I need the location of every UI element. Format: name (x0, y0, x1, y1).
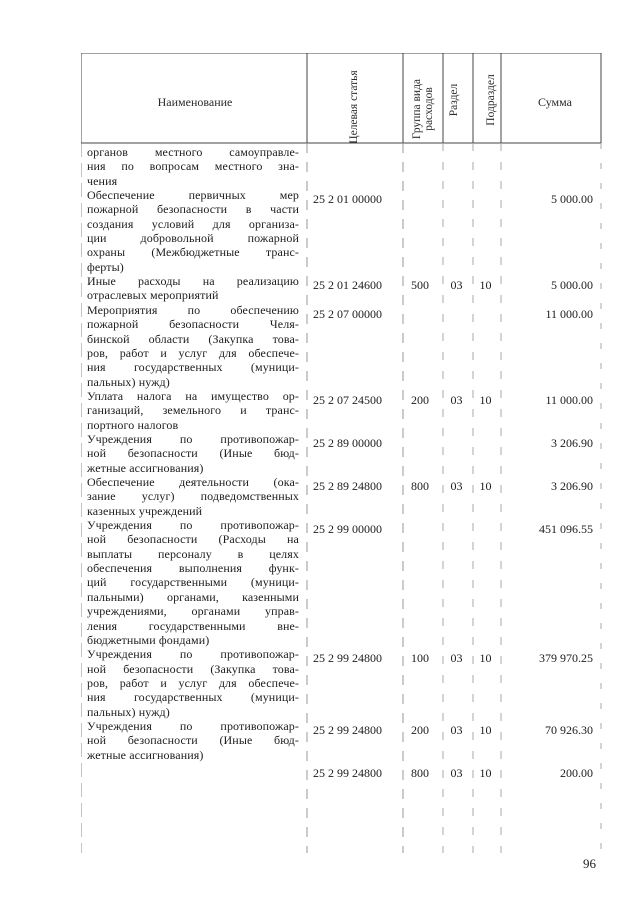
row-name (87, 647, 299, 719)
row-code: 25 2 01 00000 (313, 191, 382, 206)
row-name-line: Учреждения по противопожар- (87, 432, 299, 446)
row-sum: 5 000.00 (551, 277, 593, 292)
row-name-line: жетные ассигнования) (87, 460, 204, 475)
row-name (87, 719, 299, 762)
row-name (87, 188, 299, 274)
row-name-line: создания условий для организа- (87, 216, 299, 231)
row-subsection: 10 (479, 277, 492, 292)
row-name-line: отраслевых мероприятий (87, 288, 219, 303)
row-name (87, 274, 299, 303)
row-group: 500 (411, 277, 429, 292)
row-sum: 3 206.90 (551, 435, 593, 450)
row-name-line: пальных) нужд) (87, 374, 170, 389)
row-name-line: ной безопасности (Расходы на (87, 532, 299, 547)
row-name-line: пальных) нужд) (87, 704, 170, 719)
row-group: 800 (411, 478, 429, 493)
header-name: Наименование (157, 95, 233, 109)
row-name-line: ров, работ и услуг для обеспече- (87, 675, 299, 690)
row-name-line: чения (87, 173, 118, 188)
row-sum: 379 970.25 (539, 650, 593, 665)
row-subsection: 10 (479, 650, 492, 665)
row-name-line: органов местного самоуправле- (87, 145, 299, 159)
row-sum: 200.00 (560, 765, 593, 780)
row-code: 25 2 01 24600 (313, 277, 382, 292)
row-code: 25 2 99 24800 (313, 722, 382, 737)
row-name-line: ной безопасности (Иные бюд- (87, 733, 299, 748)
row-name-line: Учреждения по противопожар- (87, 719, 299, 733)
row-name-line: Обеспечение деятельности (ока- (87, 475, 299, 490)
row-name-line: портного налогов (87, 417, 179, 432)
row-sum: 5 000.00 (551, 191, 593, 206)
row-name-line: ния государственных (муници- (87, 360, 299, 375)
row-section: 03 (450, 650, 463, 665)
row-sum: 70 926.30 (545, 722, 593, 737)
row-name-line: Иные расходы на реализацию (87, 274, 299, 289)
row-name-line: ной безопасности (Иные бюд- (87, 446, 299, 461)
row-name-line: бюджетными фондами) (87, 632, 210, 647)
row-subsection: 10 (479, 478, 492, 493)
row-code: 25 2 89 24800 (313, 478, 382, 493)
row-name-line: Учреждения по противопожар- (87, 647, 299, 662)
header-sum: Сумма (538, 95, 572, 109)
row-code: 25 2 07 00000 (313, 306, 382, 321)
row-name-line: выплаты персоналу в целях (87, 546, 299, 561)
row-name-line: жетные ассигнования) (87, 747, 204, 762)
row-sum: 3 206.90 (551, 478, 593, 493)
row-name-line: казенных учреждений (87, 503, 203, 518)
row-name (87, 475, 299, 518)
row-name (87, 518, 299, 647)
page-number: 96 (583, 856, 596, 871)
row-name-line: Учреждения по противопожар- (87, 518, 299, 533)
row-name-line: ния государственных (муници- (87, 690, 299, 705)
row-name-line: ций государственными (муници- (87, 575, 299, 590)
row-name-line: ганизаций, земельного и транс- (87, 403, 299, 418)
row-section: 03 (450, 765, 463, 780)
row-name-line: Мероприятия по обеспечению (87, 302, 299, 317)
row-section: 03 (450, 277, 463, 292)
row-name-line: бинской области (Закупка това- (87, 331, 299, 346)
row-section: 03 (450, 722, 463, 737)
row-group: 800 (411, 765, 429, 780)
row-name-line: пальными) органами, казенными (87, 589, 299, 604)
row-name (87, 145, 299, 188)
row-name-line: ферты) (87, 259, 124, 274)
row-section: 03 (450, 478, 463, 493)
row-name-line: Уплата налога на имущество ор- (87, 388, 299, 403)
row-name-line: ной безопасности (Закупка това- (87, 661, 299, 676)
row-name (87, 303, 299, 389)
row-name-line: ния по вопросам местного зна- (87, 159, 299, 174)
header-group: Группа вида расходов (411, 78, 435, 140)
row-name-line: ров, работ и услуг для обеспече- (87, 345, 299, 360)
header-target: Целевая статья (348, 70, 360, 144)
row-name-line: ции добровольной пожарной (87, 231, 299, 246)
header-subsection: Подраздел (485, 74, 497, 126)
header-section: Раздел (448, 83, 460, 117)
row-code: 25 2 07 24500 (313, 392, 382, 407)
row-subsection: 10 (479, 722, 492, 737)
row-name-line: охраны (Межбюджетные транс- (87, 245, 299, 260)
row-group: 200 (411, 392, 429, 407)
row-name-line: учреждениями, органами управ- (87, 604, 299, 619)
row-name-line: обеспечения выполнения функ- (87, 561, 299, 576)
row-name-line: пожарной безопасности в части (87, 202, 299, 217)
row-sum: 11 000.00 (545, 306, 593, 321)
row-name-line: пожарной безопасности Челя- (87, 317, 299, 332)
row-name (87, 389, 299, 432)
row-sum: 11 000.00 (545, 392, 593, 407)
row-name-line: ления государственными вне- (87, 618, 299, 633)
row-group: 100 (411, 650, 429, 665)
row-subsection: 10 (479, 765, 492, 780)
row-section: 03 (450, 392, 463, 407)
row-code: 25 2 99 24800 (313, 765, 382, 780)
row-subsection: 10 (479, 392, 492, 407)
row-name-line: зание услуг) подведомственных (87, 489, 299, 504)
row-group: 200 (411, 722, 429, 737)
row-code: 25 2 89 00000 (313, 435, 382, 450)
row-name-line: Обеспечение первичных мер (87, 188, 299, 203)
row-code: 25 2 99 24800 (313, 650, 382, 665)
row-code: 25 2 99 00000 (313, 521, 382, 536)
row-name (87, 432, 299, 475)
row-sum: 451 096.55 (539, 521, 593, 536)
